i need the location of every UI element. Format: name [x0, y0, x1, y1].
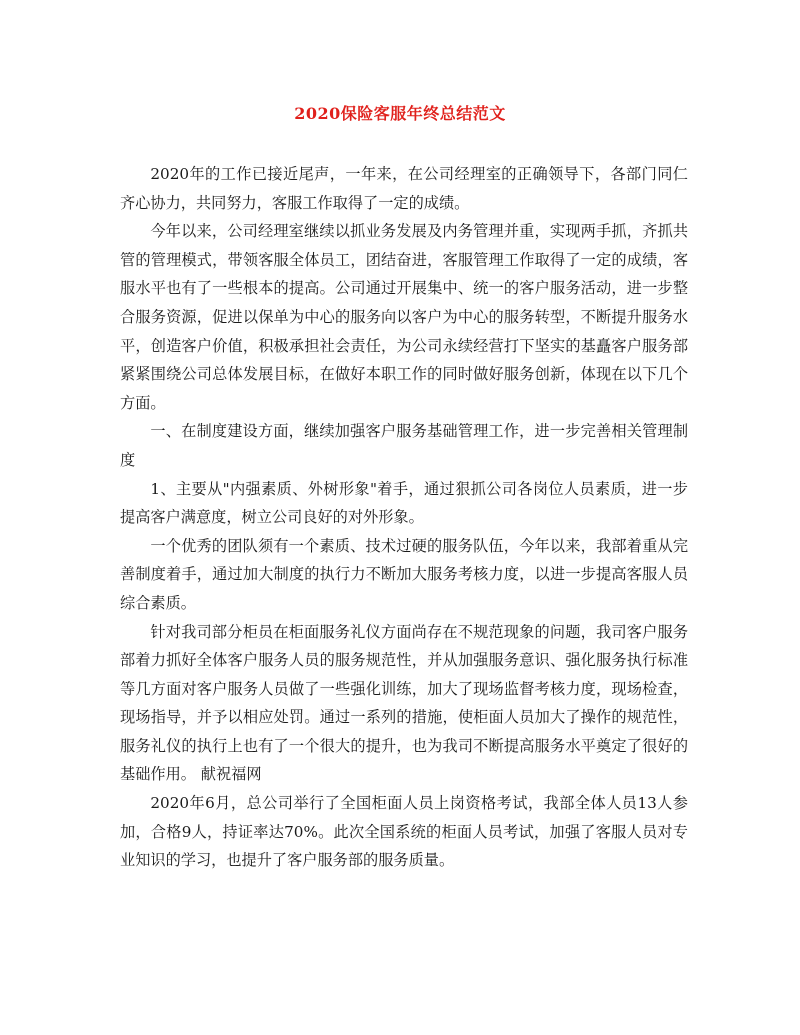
paragraph-overview: 今年以来，公司经理室继续以抓业务发展及内务管理并重，实现两手抓，齐抓共管的管理模式，带领客服全体员工，团结奋进，客服管理工作取得了一定的成绩，客服水平也有了一些根本的提高。公司通过开展集中、统一的客户服务活动，进一步整合服务资源，促进以保单为中心的服务向以客户为中心的服务转型，不断提升服务水平，创造客户价值，积极承担社会责任，为公司永续经营打下坚实的基矗客户服务部紧紧围绕公司总体发展目标，在做好本职工作的同时做好服务创新，体现在以下几个方面。 [120, 222, 688, 412]
paragraph-team: 一个优秀的团队须有一个素质、技术过硬的服务队伍，今年以来，我部着重从完善制度着手，通过加大制度的执行力不断加大服务考核力度，以进一步提高客服人员综合素质。 [120, 536, 688, 612]
paragraph-counter-service: 针对我司部分柜员在柜面服务礼仪方面尚存在不规范现象的问题，我司客户服务部着力抓好全体客户服务人员的服务规范性，并从加强服务意识、强化服务执行标准等几方面对客户服务人员做了一些强化训练，加大了现场监督考核力度，现场检查，现场指导，并予以相应处罚。通过一系列的措施，使柜面人员加大了操作的规范性，服务礼仪的执行上也有了一个很大的提升，也为我司不断提高服务水平奠定了很好的基础作用。 献祝福网 [120, 622, 688, 784]
section-heading-1: 一、在制度建设方面，继续加强客户服务基础管理工作，进一步完善相关管理制度 [120, 422, 688, 469]
paragraph-point-1: 1、主要从"内强素质、外树形象"着手，通过狠抓公司各岗位人员素质，进一步提高客户满意度，树立公司良好的对外形象。 [120, 479, 688, 527]
paragraph-exam: 2020年6月，总公司举行了全国柜面人员上岗资格考试，我部全体人员13人参加，合格9人，持证率达70%。此次全国系统的柜面人员考试，加强了客服人员对专业知识的学习，也提升了客户服务部的服务质量。 [120, 794, 688, 870]
document-title: 2020保险客服年终总结范文 [294, 104, 506, 123]
paragraph-intro: 2020年的工作已接近尾声，一年来，在公司经理室的正确领导下，各部门同仁齐心协力，共同努力，客服工作取得了一定的成绩。 [120, 165, 688, 212]
document-body [120, 160, 688, 875]
